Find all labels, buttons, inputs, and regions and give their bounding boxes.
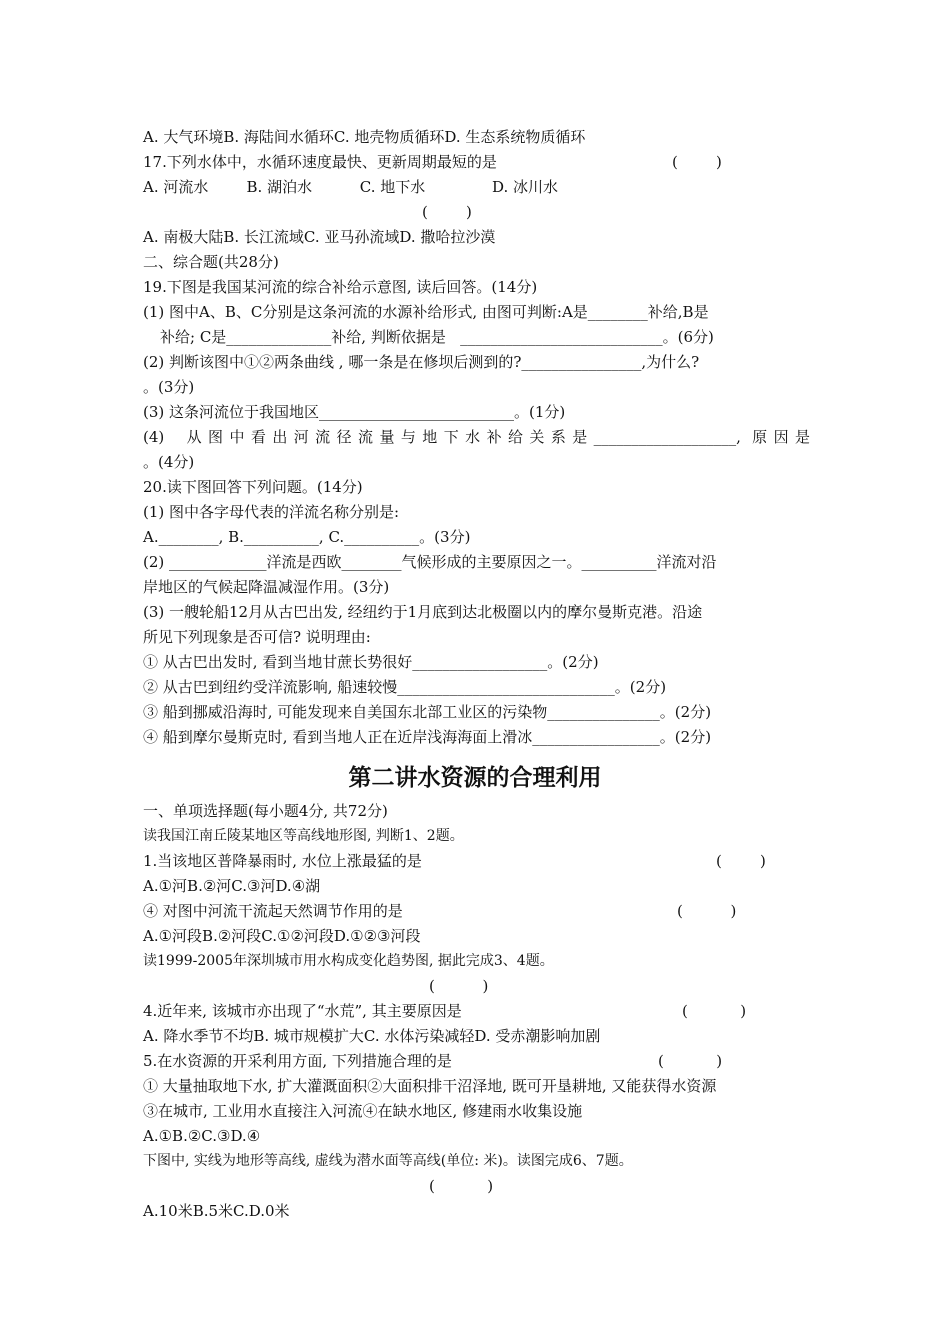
q19-part4-cont: 。(4分) xyxy=(143,453,195,471)
q1-2-intro: 读我国江南丘陵某地区等高线地形图, 判断1、2题。 xyxy=(143,828,464,844)
q2-stem: ④ 对图中河流干流起天然调节作用的是 xyxy=(143,902,403,920)
q20-part3: (3) 一艘轮船12月从古巴出发, 经纽约于1月底到达北极圈以内的摩尔曼斯克港。沿途 xyxy=(143,603,703,621)
section-heading-single-choice: 一、单项选择题(每小题4分, 共72分) xyxy=(143,802,388,820)
q20-item-1: ① 从古巴出发时, 看到当地甘蔗长势很好__________________。(2分) xyxy=(143,653,599,671)
q4-stem: 4.近年来, 该城市亦出现了“水荒”, 其主要原因是 xyxy=(143,1002,462,1020)
q20-part1-blanks: A.________, B.__________, C.__________。(3分) xyxy=(143,528,471,546)
section-title: 第二讲水资源的合理利用 xyxy=(348,764,602,791)
q19-part1: (1) 图中A、B、C分别是这条河流的水源补给形式, 由图可判断:A是________补给,B是 xyxy=(143,303,709,321)
q1-answer-bracket: ( ) xyxy=(716,852,766,870)
q19-part4: (4) 从图中看出河流径流量与地下水补给关系是___________________, 原因是 xyxy=(143,428,810,446)
q3-4-intro: 读1999-2005年深圳城市用水构成变化趋势图, 据此完成3、4题。 xyxy=(143,953,554,969)
q6-answer-bracket: ( ) xyxy=(429,1177,494,1195)
q17-options: A. 河流水 B. 湖泊水 C. 地下水 D. 冰川水 xyxy=(143,178,559,196)
q19-stem: 19.下图是我国某河流的综合补给示意图, 读后回答。(14分) xyxy=(143,278,538,296)
q20-part2-cont: 岸地区的气候起降温减湿作用。(3分) xyxy=(143,578,390,596)
q19-part2: (2) 判断该图中①②两条曲线 , 哪一条是在修坝后测到的?________________,为什么? xyxy=(143,353,700,371)
q2-options: A.①河段B.②河段C.①②河段D.①②③河段 xyxy=(143,927,421,945)
q17-stem: 17.下列水体中，水循环速度最快、更新周期最短的是 xyxy=(143,153,497,171)
q4-options: A. 降水季节不均B. 城市规模扩大C. 水体污染减轻D. 受赤潮影响加剧 xyxy=(143,1027,601,1045)
q19-part1-cont: 补给; C是______________补给, 判断依据是 ___________________________。(6分) xyxy=(160,328,714,346)
q6-options: A.10米B.5米C.D.0米 xyxy=(143,1202,290,1220)
q1-options: A.①河B.②河C.③河D.④湖 xyxy=(143,877,321,895)
q20-item-2: ② 从古巴到纽约受洋流影响, 船速较慢_____________________________。(2分) xyxy=(143,678,667,696)
q20-stem: 20.读下图回答下列问题。(14分) xyxy=(143,478,363,496)
q20-item-4: ④ 船到摩尔曼斯克时, 看到当地人正在近岸浅海海面上滑冰_________________。(2分) xyxy=(143,728,712,746)
q20-part3-cont: 所见下列现象是否可信? 说明理由: xyxy=(143,628,371,646)
q20-part1: (1) 图中各字母代表的洋流名称分别是: xyxy=(143,503,400,521)
q3-answer-bracket: ( ) xyxy=(429,977,489,995)
q5-answer-bracket: ( ) xyxy=(658,1052,723,1070)
q5-stem: 5.在水资源的开采利用方面, 下列措施合理的是 xyxy=(143,1052,452,1070)
section-heading-comprehensive: 二、综合题(共28分) xyxy=(143,253,279,271)
q18-answer-bracket: ( ) xyxy=(422,203,472,221)
q16-options: A. 大气环境B. 海陆间水循环C. 地壳物质循环D. 生态系统物质循环 xyxy=(143,128,586,146)
q18-options: A. 南极大陆B. 长江流域C. 亚马孙流域D. 撒哈拉沙漠 xyxy=(143,228,496,246)
q1-stem: 1.当该地区普降暴雨时, 水位上涨最猛的是 xyxy=(143,852,422,870)
q19-part2-cont: 。(3分) xyxy=(143,378,195,396)
q6-7-intro: 下图中, 实线为地形等高线, 虚线为潜水面等高线(单位: 米)。读图完成6、7题。 xyxy=(143,1153,633,1169)
q20-item-3: ③ 船到挪威沿海时, 可能发现来自美国东北部工业区的污染物_______________。(2分) xyxy=(143,703,712,721)
q5-statement-1-2: ① 大量抽取地下水, 扩大灌溉面积②大面积排干沼泽地, 既可开垦耕地, 又能获得水资源 xyxy=(143,1077,717,1095)
q5-statement-3-4: ③在城市, 工业用水直接注入河流④在缺水地区, 修建雨水收集设施 xyxy=(143,1102,583,1120)
q2-answer-bracket: ( ) xyxy=(677,902,737,920)
q4-answer-bracket: ( ) xyxy=(682,1002,747,1020)
q20-part2: (2) _____________洋流是西欧________气候形成的主要原因之一。__________洋流对沿 xyxy=(143,553,717,571)
q17-answer-bracket: ( ) xyxy=(672,153,722,171)
q19-part3: (3) 这条河流位于我国地区__________________________。(1分) xyxy=(143,403,566,421)
q5-options: A.①B.②C.③D.④ xyxy=(143,1127,261,1145)
